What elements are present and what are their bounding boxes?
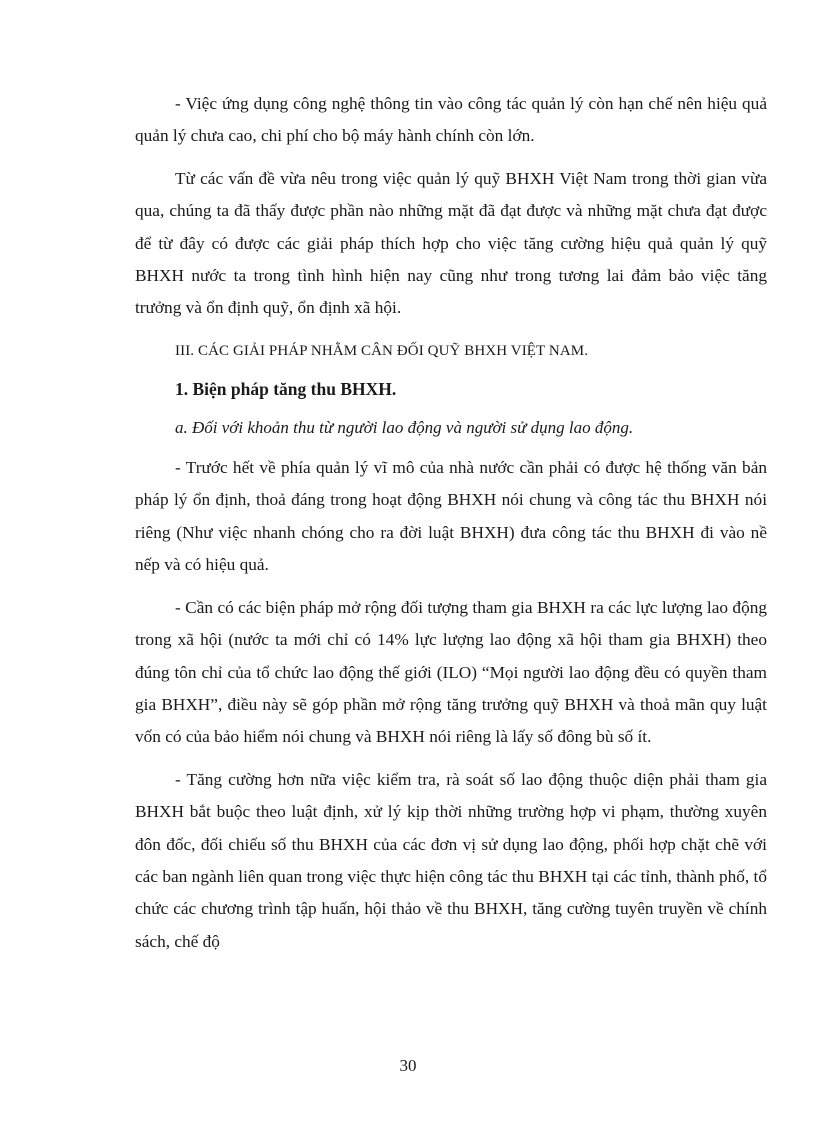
page-number: 30	[399, 1056, 417, 1075]
italic-subheading: a. Đối với khoản thu từ người lao động và người sử dụng lao động.	[175, 417, 634, 437]
paragraph-expand-participants: - Cần có các biện pháp mở rộng đối tượng tham gia BHXH ra các lực lượng lao động trong xã hội (nước ta mới chỉ có 14% lực lượng lao động xã hội tham gia BHXH) theo đúng tôn chỉ của tổ chức lao động thế giới (ILO) “Mọi người lao động đều có quyền tham gia BHXH”, điều này sẽ góp phần mở rộng tăng trưởng quỹ BHXH và thoả mãn quy luật vốn có của bảo hiểm nói chung và BHXH nói riêng là lấy số đông bù số ít.	[135, 597, 767, 747]
paragraph-strengthen-inspection: - Tăng cường hơn nữa việc kiểm tra, rà soát số lao động thuộc diện phải tham gia BHXH bắt buộc theo luật định, xử lý kịp thời những trường hợp vi phạm, thường xuyên đôn đốc, đối chiếu số thu BHXH của các đơn vị sử dụng lao động, phối hợp chặt chẽ với các ban ngành liên quan trong việc thực hiện công tác thu BHXH tại các tỉnh, thành phố, tổ chức các chương trình tập huấn, hội thảo về thu BHXH, tăng cường tuyên truyền về chính sách, chế độ	[135, 769, 767, 951]
paragraph-it-limitations: - Việc ứng dụng công nghệ thông tin vào công tác quản lý còn hạn chế nên hiệu quả quản lý chưa cao, chi phí cho bộ máy hành chính còn lớn.	[135, 94, 767, 146]
subsection-heading: 1. Biện pháp tăng thu BHXH.	[175, 379, 397, 400]
paragraph-legal-framework: - Trước hết về phía quản lý vĩ mô của nhà nước cần phải có được hệ thống văn bản pháp lý ổn định, thoả đáng trong hoạt động BHXH nói chung và công tác thu BHXH nói riêng (Như việc nhanh chóng cho ra đời luật BHXH) đưa công tác thu BHXH đi vào nề nếp và có hiệu quả.	[135, 458, 767, 575]
paragraph-summary: Từ các vấn đề vừa nêu trong việc quản lý quỹ BHXH Việt Nam trong thời gian vừa qua, chúng ta đã thấy được phần nào những mặt đã đạt được và những mặt chưa đạt được để từ đây có được các giải pháp thích hợp cho việc tăng cường hiệu quả quản lý quỹ BHXH nước ta trong tình hình hiện nay cũng như trong tương lai đảm bảo việc tăng trưởng và ổn định quỹ, ổn định xã hội.	[135, 168, 767, 318]
section-heading: III. CÁC GIẢI PHÁP NHẰM CÂN ĐỐI QUỸ BHXH VIỆT NAM.	[175, 342, 589, 359]
document-page	[135, 88, 767, 968]
